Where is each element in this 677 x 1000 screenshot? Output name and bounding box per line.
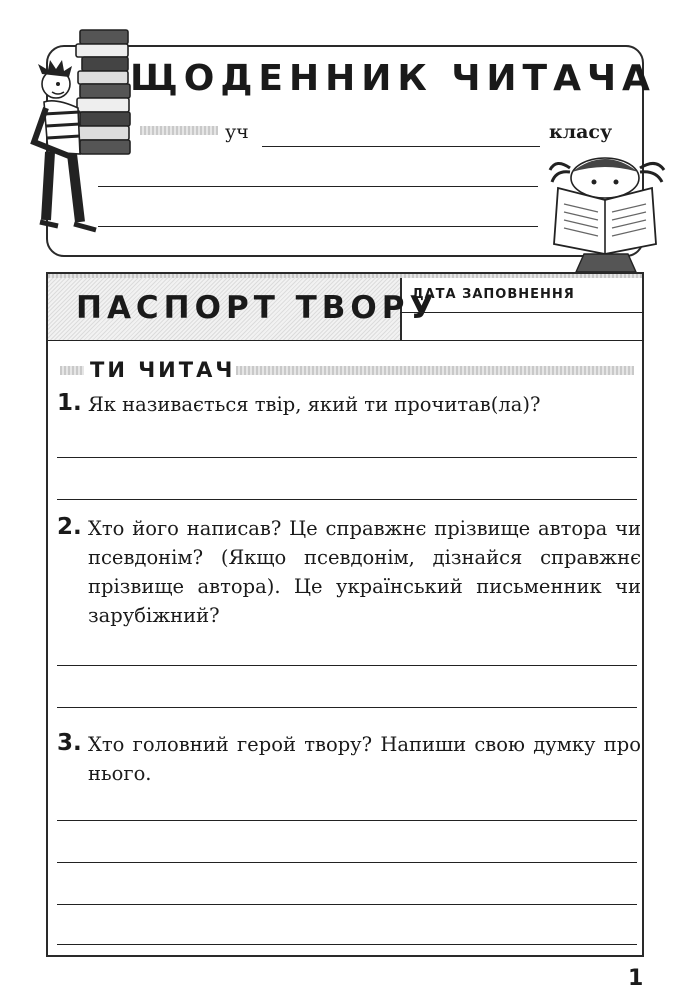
- header-write-line-2[interactable]: [98, 226, 538, 227]
- answer-line[interactable]: [57, 944, 637, 945]
- class-label: класу: [549, 121, 613, 143]
- answer-line[interactable]: [57, 862, 637, 863]
- date-label: ДАТА ЗАПОВНЕННЯ: [412, 287, 575, 302]
- decorative-stroke: [140, 126, 218, 135]
- question-text: Як називається твір, який ти прочитав(ла)?: [88, 393, 541, 416]
- question-text: Хто головний герой твору? Напиши свою думку про нього.: [88, 733, 641, 785]
- passport-title: ПАСПОРТ ТВОРУ: [76, 290, 439, 326]
- pupil-label: уч: [225, 121, 249, 143]
- question-number: 1.: [57, 390, 82, 416]
- section-label: ТИ ЧИТАЧ: [90, 358, 236, 382]
- pupil-name-line[interactable]: [262, 146, 540, 147]
- diary-title: ЩОДЕННИК ЧИТАЧА: [130, 58, 656, 99]
- answer-line[interactable]: [57, 904, 637, 905]
- passport-header-bottom-rule: [48, 340, 644, 341]
- answer-line[interactable]: [57, 665, 637, 666]
- decorative-stroke: [236, 366, 634, 375]
- question-number: 2.: [57, 514, 82, 540]
- question-number: 3.: [57, 730, 82, 756]
- page-number: 1: [628, 966, 644, 991]
- answer-line[interactable]: [57, 499, 637, 500]
- date-line[interactable]: [400, 312, 644, 313]
- answer-line[interactable]: [57, 457, 637, 458]
- answer-line[interactable]: [57, 820, 637, 821]
- question-text: Хто його написав? Це справжнє прізвище автора чи псевдонім? (Якщо псевдонім, дізнайся справжнє прізвище автора). Це український письменник чи зарубіжний?: [88, 517, 641, 627]
- decorative-stroke: [60, 366, 84, 375]
- header-write-line-1[interactable]: [98, 186, 538, 187]
- answer-line[interactable]: [57, 707, 637, 708]
